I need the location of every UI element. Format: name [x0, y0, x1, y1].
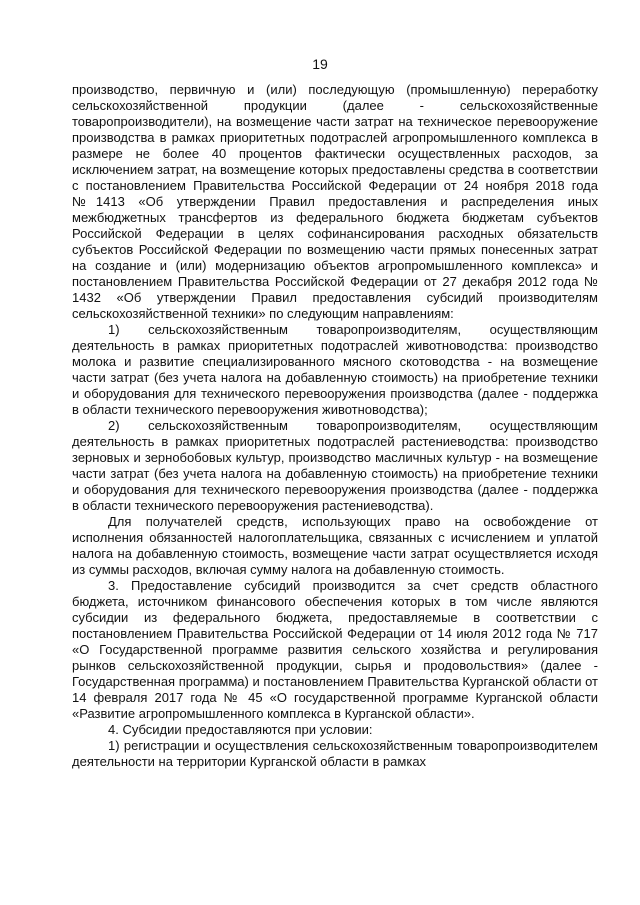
page-number: 19	[312, 56, 328, 72]
document-body	[72, 82, 598, 770]
paragraph-item-1-livestock: 1) сельскохозяйственным товаропроизводителям, осуществляющим деятельность в рамках приоритетных подотраслей животноводства: производство молока и развитие специализированного мясного скотоводства - на возмещение части затрат (без учета налога на добавленную стоимость) на приобретение техники и оборудования для технического перевооружения производства (далее - поддержка в области технического перевооружения животноводства);	[72, 322, 598, 417]
paragraph-item-2-crops: 2) сельскохозяйственным товаропроизводителям, осуществляющим деятельность в рамках приоритетных подотраслей растениеводства: производство зерновых и зернобобовых культур, производство масличных культур - на возмещение части затрат (без учета налога на добавленную стоимость) на приобретение техники и оборудования для технического перевооружения производства (далее - поддержка в области технического перевооружения растениеводства).	[72, 418, 598, 513]
paragraph-section-3: 3. Предоставление субсидий производится за счет средств областного бюджета, источником финансового обеспечения которых в том числе являются субсидии из федерального бюджета, предоставляемые в соответствии с постановлением Правительства Российской Федерации от 14 июля 2012 года № 717 «О Государственной программе развития сельского хозяйства и регулирования рынков сельскохозяйственной продукции, сырья и продовольствия» (далее - Государственная программа) и постановлением Правительства Курганской области от 14 февраля 2017 года № 45 «О государственной программе Курганской области «Развитие агропромышленного комплекса в Курганской области».	[72, 578, 598, 721]
paragraph-section-4: 4. Субсидии предоставляются при условии:	[108, 722, 373, 737]
paragraph-vat-exemption: Для получателей средств, использующих право на освобождение от исполнения обязанностей налогоплательщика, связанных с исчислением и уплатой налога на добавленную стоимость, возмещение части затрат осуществляется исходя из суммы расходов, включая сумму налога на добавленную стоимость.	[72, 514, 598, 577]
paragraph-condition-1: 1) регистрации и осуществления сельскохозяйственным товаропроизводителем деятельности на территории Курганской области в рамках	[72, 738, 598, 769]
paragraph-intro: производство, первичную и (или) последующую (промышленную) переработку сельскохозяйственной продукции (далее - сельскохозяйственные товаропроизводители), на возмещение части затрат на техническое перевооружение производства в рамках приоритетных подотраслей агропромышленного комплекса в размере не более 40 процентов фактически осуществленных расходов, за исключением затрат, на возмещение которых предоставлены средства в соответствии с постановлением Правительства Российской Федерации от 24 ноября 2018 года №1413 «Об утверждении Правил предоставления и распределения иных межбюджетных трансфертов из федерального бюджета бюджетам субъектов Российской Федерации в целях софинансирования расходных обязательств субъектов Российской Федерации по возмещению части прямых понесенных затрат на создание и (или) модернизацию объектов агропромышленного комплекса» и постановлением Правительства Российской Федерации от 27 декабря 2012 года № 1432 «Об утверждении Правил предоставления субсидий производителям сельскохозяйственной техники» по следующим направлениям:	[72, 82, 598, 321]
